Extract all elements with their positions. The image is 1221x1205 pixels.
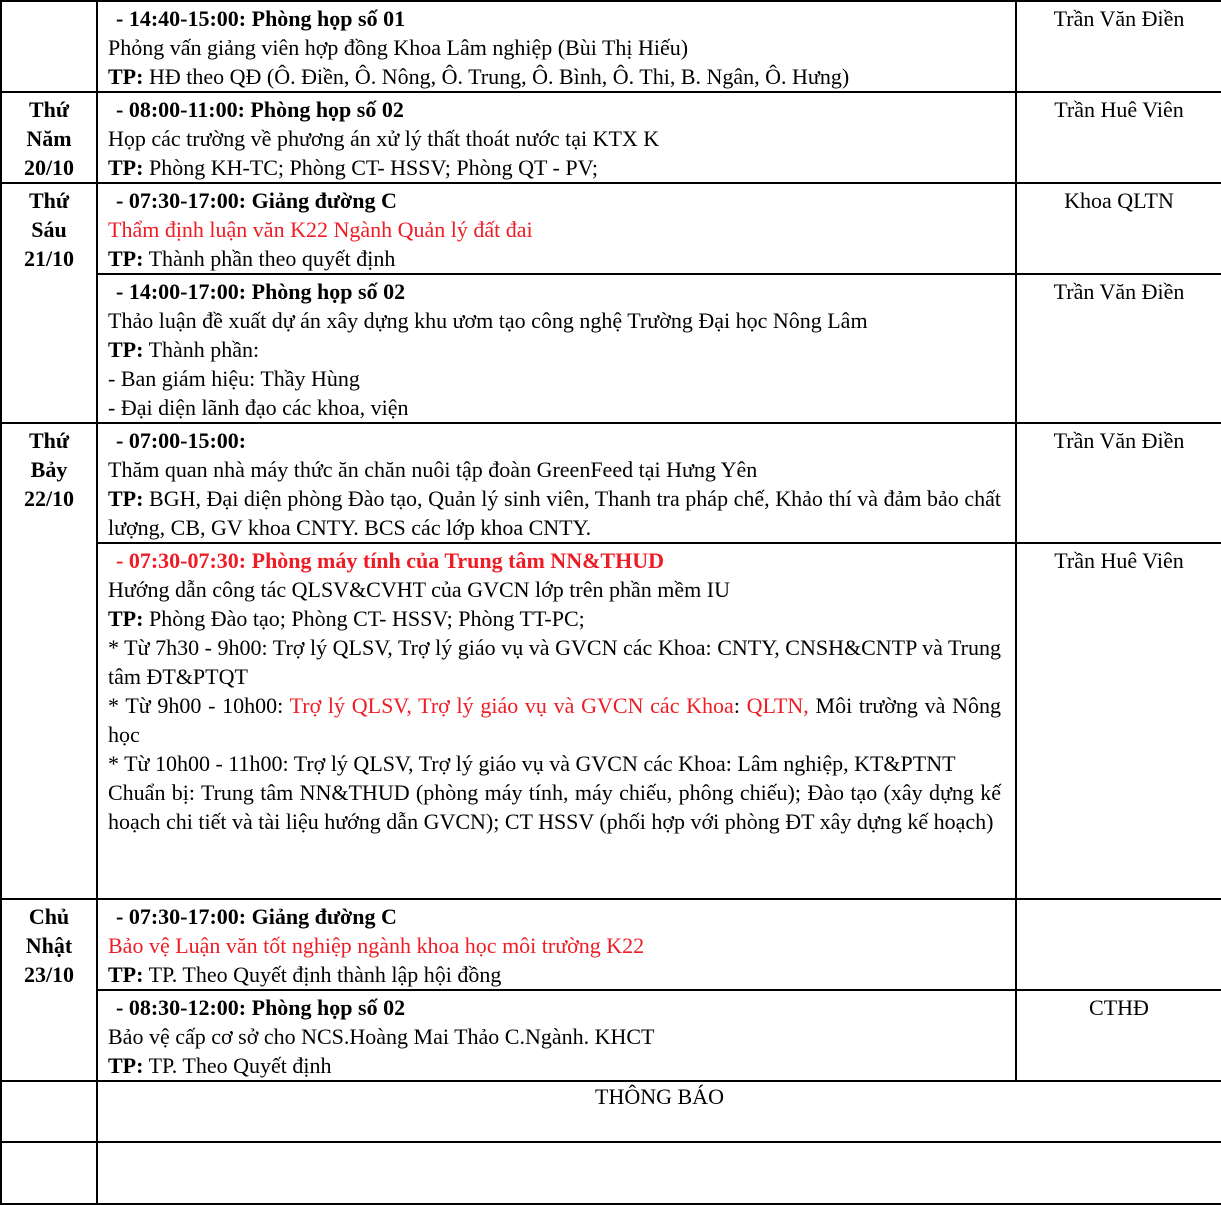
table-row: [1, 274, 1221, 423]
event-time: - 07:30-17:00: Giảng đường C: [116, 188, 397, 213]
day-label: Năm: [26, 126, 72, 151]
schedule-item: * Từ 7h30 - 9h00: Trợ lý QLSV, Trợ lý giáo vụ và GVCN các Khoa: CNTY, CNSH&CNTP và Trung tâm ĐT&PTQT: [108, 635, 1001, 689]
notice-title: THÔNG BÁO: [97, 1081, 1221, 1142]
participant-item: - Ban giám hiệu: Thầy Hùng: [108, 366, 360, 391]
event-cell: [97, 274, 1016, 423]
table-row: [1, 423, 1221, 543]
event-participants: TP. Theo Quyết định thành lập hội đồng: [148, 962, 502, 987]
event-cell: [97, 92, 1016, 183]
event-title: Thẩm định luận văn K22 Ngành Quản lý đất đai: [108, 217, 533, 242]
event-time: 07:30-07:30: Phòng máy tính của Trung tâm NN&THUD: [128, 548, 664, 573]
event-cell: [97, 899, 1016, 990]
event-participants: Thành phần:: [148, 337, 260, 362]
event-time: - 14:40-15:00: Phòng họp số 01: [116, 6, 406, 31]
empty-cell: [97, 1142, 1221, 1204]
person-cell: Trần Văn Điền: [1016, 274, 1221, 423]
schedule-item: * Từ 10h00 - 11h00: Trợ lý QLSV, Trợ lý giáo vụ và GVCN các Khoa: Lâm nghiệp, KT&PTNT: [108, 751, 956, 776]
tp-label: TP:: [108, 486, 144, 511]
item-time: * Từ 9h00 - 10h00:: [108, 693, 290, 718]
day-date: 23/10: [23, 962, 75, 987]
day-date: 20/10: [23, 155, 75, 180]
item-highlight: QLTN,: [746, 693, 809, 718]
person-cell: [1016, 899, 1221, 990]
event-time: - 07:00-15:00:: [116, 428, 247, 453]
event-cell: [97, 990, 1016, 1081]
event-participants: BGH, Đại diện phòng Đào tạo, Quản lý sinh viên, Thanh tra pháp chế, Khảo thí và đảm bảo chất lượng, CB, GV khoa CNTY. BCS các lớp khoa CNTY.: [108, 486, 1002, 540]
person-cell: CTHĐ: [1016, 990, 1221, 1081]
tp-label: TP:: [108, 246, 144, 271]
event-time: - 07:30-17:00: Giảng đường C: [116, 904, 397, 929]
event-cell: [97, 423, 1016, 543]
event-time: - 14:00-17:00: Phòng họp số 02: [116, 279, 406, 304]
person-cell: Trần Văn Điền: [1016, 1, 1221, 92]
day-date: 22/10: [23, 486, 75, 511]
tp-label: TP:: [108, 962, 144, 987]
event-title: Thăm quan nhà máy thức ăn chăn nuôi tập đoàn GreenFeed tại Hưng Yên: [108, 457, 758, 482]
day-label: Sáu: [31, 217, 67, 242]
participant-item: - Đại diện lãnh đạo các khoa, viện: [108, 395, 409, 420]
event-participants: Phòng KH-TC; Phòng CT- HSSV; Phòng QT - PV;: [148, 155, 598, 180]
event-cell: [97, 543, 1016, 899]
event-title: Bảo vệ cấp cơ sở cho NCS.Hoàng Mai Thảo C.Ngành. KHCT: [108, 1024, 655, 1049]
day-cell: [1, 1, 97, 92]
schedule-item: [108, 691, 1001, 749]
notice-day-cell: [1, 1081, 97, 1142]
day-label: Bảy: [30, 457, 68, 482]
day-label: Thứ: [28, 188, 70, 213]
empty-cell: [1, 1142, 97, 1204]
day-cell: [1, 899, 97, 1081]
person-cell: Trần Văn Điền: [1016, 423, 1221, 543]
day-cell: [1, 92, 97, 183]
event-cell: [97, 183, 1016, 274]
day-date: 21/10: [23, 246, 75, 271]
event-title: Họp các trường về phương án xử lý thất thoát nước tại KTX K: [108, 126, 660, 151]
table-row: [1, 543, 1221, 899]
event-title: Thảo luận đề xuất dự án xây dựng khu ươm tạo công nghệ Trường Đại học Nông Lâm: [108, 308, 868, 333]
day-label: Thứ: [28, 428, 70, 453]
day-label: Thứ: [28, 97, 70, 122]
table-row: [1, 990, 1221, 1081]
tp-label: TP:: [108, 1053, 144, 1078]
event-participants: Thành phần theo quyết định: [148, 246, 396, 271]
event-cell: [97, 1, 1016, 92]
table-row: [1, 899, 1221, 990]
day-cell: [1, 183, 97, 423]
preparation-note: Chuẩn bị: Trung tâm NN&THUD (phòng máy tính, máy chiếu, phông chiếu); Đào tạo (xây dựng kế hoạch chi tiết và tài liệu hướng dẫn GVCN); CT HSSV (phối hợp với phòng ĐT xây dựng kế hoạch): [108, 780, 1001, 834]
event-title: Phỏng vấn giảng viên hợp đồng Khoa Lâm nghiệp (Bùi Thị Hiếu): [108, 35, 689, 60]
table-row: [1, 183, 1221, 274]
table-row: [1, 1, 1221, 92]
day-label: Chủ: [28, 904, 70, 929]
empty-row: [1, 1142, 1221, 1204]
event-title: Hướng dẫn công tác QLSV&CVHT của GVCN lớp trên phần mềm IU: [108, 577, 730, 602]
event-title: Bảo vệ Luận văn tốt nghiệp ngành khoa học môi trường K22: [108, 933, 645, 958]
day-label: Nhật: [25, 933, 73, 958]
person-cell: Trần Huê Viên: [1016, 543, 1221, 899]
person-cell: Khoa QLTN: [1016, 183, 1221, 274]
event-participants: Phòng Đào tạo; Phòng CT- HSSV; Phòng TT-PC;: [148, 606, 585, 631]
tp-label: TP:: [108, 155, 144, 180]
tp-label: TP:: [108, 64, 144, 89]
event-participants: TP. Theo Quyết định: [148, 1053, 332, 1078]
day-cell: [1, 423, 97, 899]
notice-row: [1, 1081, 1221, 1142]
event-time-dash: -: [116, 548, 129, 573]
person-cell: Trần Huê Viên: [1016, 92, 1221, 183]
event-participants: HĐ theo QĐ (Ô. Điền, Ô. Nông, Ô. Trung, Ô. Bình, Ô. Thi, B. Ngân, Ô. Hưng): [148, 64, 850, 89]
table-row: [1, 92, 1221, 183]
event-time: - 08:00-11:00: Phòng họp số 02: [116, 97, 404, 122]
tp-label: TP:: [108, 337, 144, 362]
tp-label: TP:: [108, 606, 144, 631]
item-highlight: Trợ lý QLSV, Trợ lý giáo vụ và GVCN các Khoa: [289, 693, 734, 718]
item-rest: Môi trường và Nông học: [108, 693, 1001, 747]
item-sep: :: [733, 693, 747, 718]
event-time: - 08:30-12:00: Phòng họp số 02: [116, 995, 406, 1020]
